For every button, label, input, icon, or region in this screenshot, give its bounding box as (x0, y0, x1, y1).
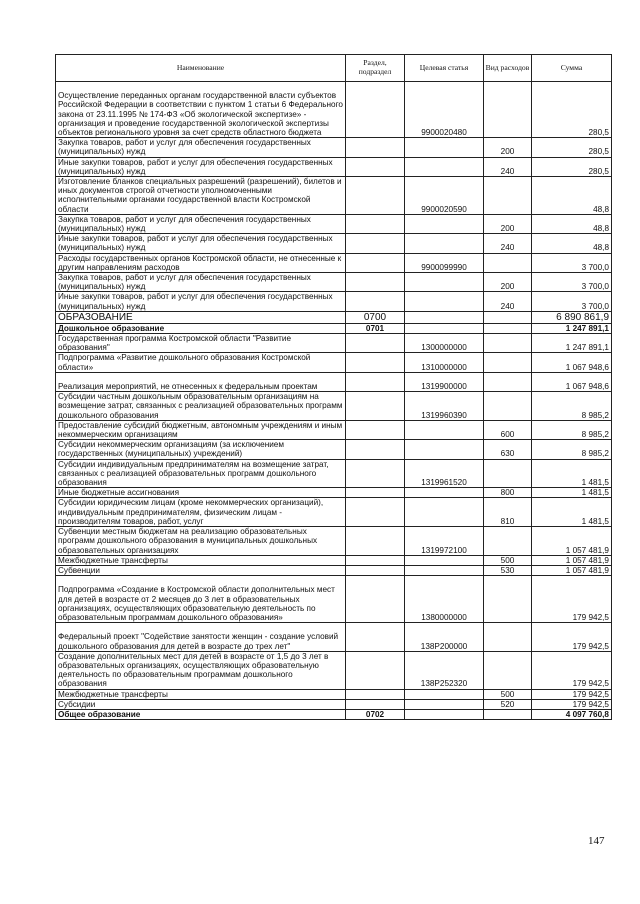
row-kind-cell (484, 311, 532, 323)
row-article-cell: 1319960390 (405, 392, 484, 421)
row-kind-cell (484, 82, 532, 138)
row-article-cell (405, 273, 484, 292)
row-name-cell: Федеральный проект "Содействие занятости женщин - создание условий дошкольного образования для детей в возрасте до трех лет" (56, 623, 346, 652)
table-row (56, 527, 612, 556)
row-section-cell: 0701 (346, 323, 405, 333)
row-article-cell: 138P252320 (405, 651, 484, 689)
table-row (56, 234, 612, 253)
row-sum-cell: 4 097 760,8 (532, 709, 612, 719)
row-name-cell: Субвенции местным бюджетам на реализацию образовательных программ дошкольного образования в муниципальных дошкольных образовательных организациях (56, 527, 346, 556)
row-kind-cell (484, 323, 532, 333)
row-section-cell: 0702 (346, 709, 405, 719)
table-row (56, 709, 612, 719)
table-row (56, 334, 612, 353)
row-kind-cell (484, 392, 532, 421)
table-row (56, 323, 612, 333)
table-row (56, 353, 612, 372)
row-sum-cell: 3 700,0 (532, 253, 612, 272)
row-sum-cell: 1 247 891,1 (532, 334, 612, 353)
row-sum-cell: 48,8 (532, 177, 612, 215)
row-section-cell (346, 273, 405, 292)
row-section-cell (346, 651, 405, 689)
row-article-cell (405, 138, 484, 157)
row-kind-cell (484, 372, 532, 391)
row-section-cell (346, 334, 405, 353)
table-row (56, 273, 612, 292)
row-name-cell: Реализация мероприятий, не отнесенных к федеральным проектам (56, 372, 346, 391)
row-section-cell (346, 420, 405, 439)
row-name-cell: Государственная программа Костромской области "Развитие образования" (56, 334, 346, 353)
table-row (56, 420, 612, 439)
row-name-cell: Субсидии юридическим лицам (кроме некоммерческих организаций), индивидуальным предпринимателям, физическим лицам - производителям товаров, работ, услуг (56, 498, 346, 527)
row-article-cell (405, 292, 484, 311)
row-section-cell (346, 214, 405, 233)
row-article-cell: 1380000000 (405, 576, 484, 623)
row-kind-cell (484, 527, 532, 556)
table-row (56, 440, 612, 459)
row-kind-cell: 530 (484, 565, 532, 575)
row-name-cell: Закупка товаров, работ и услуг для обеспечения государственных (муниципальных) нужд (56, 273, 346, 292)
header-sum: Сумма (532, 55, 612, 82)
header-section: Раздел, подраздел (346, 55, 405, 82)
header-name: Наименование (56, 55, 346, 82)
table-row (56, 699, 612, 709)
row-kind-cell (484, 353, 532, 372)
row-name-cell: Иные бюджетные ассигнования (56, 488, 346, 498)
row-section-cell (346, 699, 405, 709)
row-article-cell: 1319961520 (405, 459, 484, 488)
row-article-cell: 9900099990 (405, 253, 484, 272)
row-name-cell: Закупка товаров, работ и услуг для обеспечения государственных (муниципальных) нужд (56, 214, 346, 233)
row-name-cell: Иные закупки товаров, работ и услуг для обеспечения государственных (муниципальных) нужд (56, 292, 346, 311)
row-section-cell (346, 138, 405, 157)
page-number: 147 (588, 835, 605, 847)
row-sum-cell: 8 985,2 (532, 420, 612, 439)
row-name-cell: Дошкольное образование (56, 323, 346, 333)
row-kind-cell (484, 459, 532, 488)
table-row (56, 292, 612, 311)
row-name-cell: Межбюджетные трансферты (56, 689, 346, 699)
row-sum-cell: 280,5 (532, 157, 612, 176)
row-sum-cell: 1 057 481,9 (532, 527, 612, 556)
row-kind-cell: 520 (484, 699, 532, 709)
row-article-cell (405, 488, 484, 498)
row-sum-cell: 1 057 481,9 (532, 555, 612, 565)
table-row (56, 392, 612, 421)
row-kind-cell (484, 334, 532, 353)
row-sum-cell: 179 942,5 (532, 651, 612, 689)
row-sum-cell: 8 985,2 (532, 440, 612, 459)
row-name-cell: Иные закупки товаров, работ и услуг для обеспечения государственных (муниципальных) нужд (56, 157, 346, 176)
row-article-cell (405, 709, 484, 719)
row-article-cell (405, 689, 484, 699)
table-row (56, 214, 612, 233)
row-kind-cell (484, 576, 532, 623)
row-kind-cell: 630 (484, 440, 532, 459)
row-name-cell: Изготовление бланков специальных разрешений (разрешений), билетов и иных документов строгой отчетности уполномоченными исполнительными органами государственной власти Костромской области (56, 177, 346, 215)
row-article-cell: 1300000000 (405, 334, 484, 353)
row-sum-cell: 3 700,0 (532, 273, 612, 292)
row-name-cell: ОБРАЗОВАНИЕ (56, 311, 346, 323)
row-sum-cell: 48,8 (532, 214, 612, 233)
table-row (56, 253, 612, 272)
row-kind-cell (484, 623, 532, 652)
row-section-cell (346, 623, 405, 652)
table-row (56, 565, 612, 575)
row-sum-cell: 8 985,2 (532, 392, 612, 421)
row-name-cell: Общее образование (56, 709, 346, 719)
row-kind-cell: 200 (484, 273, 532, 292)
row-section-cell (346, 498, 405, 527)
table-row (56, 689, 612, 699)
row-section-cell (346, 234, 405, 253)
row-article-cell (405, 234, 484, 253)
row-section-cell: 0700 (346, 311, 405, 323)
row-sum-cell: 1 057 481,9 (532, 565, 612, 575)
row-sum-cell: 1 481,5 (532, 498, 612, 527)
row-kind-cell: 240 (484, 157, 532, 176)
budget-table (55, 54, 612, 720)
row-article-cell (405, 311, 484, 323)
row-sum-cell: 48,8 (532, 234, 612, 253)
row-article-cell: 138P200000 (405, 623, 484, 652)
row-article-cell: 1319972100 (405, 527, 484, 556)
row-name-cell: Субвенции (56, 565, 346, 575)
row-sum-cell: 1 481,5 (532, 459, 612, 488)
row-section-cell (346, 488, 405, 498)
row-name-cell: Субсидии частным дошкольным образовательным организациям на возмещение затрат, связанных с реализацией образовательных программ дошкольного образования (56, 392, 346, 421)
row-name-cell: Субсидии (56, 699, 346, 709)
table-row (56, 138, 612, 157)
table-row (56, 498, 612, 527)
table-row (56, 576, 612, 623)
row-name-cell: Осуществление переданных органам государственной власти субъектов Российской Федерации в соответствии с пунктом 1 статьи 6 Федерального закона от 23.11.1995 № 174-ФЗ «Об экологической экспертизе» - организация и проведение государственной экологической экспертизы объектов регионального уровня за счет средств областного бюджета (56, 82, 346, 138)
row-sum-cell: 179 942,5 (532, 623, 612, 652)
row-sum-cell: 6 890 861,9 (532, 311, 612, 323)
row-name-cell: Закупка товаров, работ и услуг для обеспечения государственных (муниципальных) нужд (56, 138, 346, 157)
table-row (56, 177, 612, 215)
row-sum-cell: 3 700,0 (532, 292, 612, 311)
row-sum-cell: 179 942,5 (532, 699, 612, 709)
row-sum-cell: 1 481,5 (532, 488, 612, 498)
row-name-cell: Иные закупки товаров, работ и услуг для обеспечения государственных (муниципальных) нужд (56, 234, 346, 253)
row-kind-cell: 500 (484, 555, 532, 565)
row-article-cell: 1319900000 (405, 372, 484, 391)
row-article-cell (405, 565, 484, 575)
table-body (56, 82, 612, 720)
row-section-cell (346, 372, 405, 391)
row-sum-cell: 1 067 948,6 (532, 353, 612, 372)
row-article-cell (405, 157, 484, 176)
row-kind-cell: 240 (484, 292, 532, 311)
row-article-cell (405, 214, 484, 233)
row-section-cell (346, 392, 405, 421)
row-article-cell (405, 440, 484, 459)
row-section-cell (346, 527, 405, 556)
row-section-cell (346, 253, 405, 272)
row-kind-cell: 200 (484, 138, 532, 157)
header-article: Целевая статья (405, 55, 484, 82)
table-row (56, 459, 612, 488)
row-kind-cell (484, 253, 532, 272)
row-sum-cell: 280,5 (532, 82, 612, 138)
table-header-row (56, 55, 612, 82)
row-section-cell (346, 459, 405, 488)
row-kind-cell (484, 651, 532, 689)
row-kind-cell: 800 (484, 488, 532, 498)
row-kind-cell: 500 (484, 689, 532, 699)
table-row (56, 157, 612, 176)
row-section-cell (346, 565, 405, 575)
row-article-cell: 9900020480 (405, 82, 484, 138)
row-name-cell: Предоставление субсидий бюджетным, автономным учреждениям и иным некоммерческим организациям (56, 420, 346, 439)
row-article-cell (405, 498, 484, 527)
row-sum-cell: 1 247 891,1 (532, 323, 612, 333)
row-kind-cell (484, 709, 532, 719)
table-row (56, 82, 612, 138)
table-row (56, 372, 612, 391)
row-name-cell: Межбюджетные трансферты (56, 555, 346, 565)
row-kind-cell: 240 (484, 234, 532, 253)
table-row (56, 555, 612, 565)
row-kind-cell (484, 177, 532, 215)
row-section-cell (346, 576, 405, 623)
row-name-cell: Субсидии индивидуальным предпринимателям на возмещение затрат, связанных с реализацией образовательных программ дошкольного образования (56, 459, 346, 488)
row-section-cell (346, 555, 405, 565)
row-section-cell (346, 292, 405, 311)
row-sum-cell: 1 067 948,6 (532, 372, 612, 391)
row-article-cell (405, 323, 484, 333)
table-row (56, 623, 612, 652)
row-sum-cell: 280,5 (532, 138, 612, 157)
table-row (56, 488, 612, 498)
row-kind-cell: 200 (484, 214, 532, 233)
row-section-cell (346, 689, 405, 699)
row-sum-cell: 179 942,5 (532, 576, 612, 623)
header-kind: Вид расходов (484, 55, 532, 82)
row-article-cell (405, 420, 484, 439)
row-name-cell: Подпрограмма «Развитие дошкольного образования Костромской области» (56, 353, 346, 372)
row-sum-cell: 179 942,5 (532, 689, 612, 699)
row-name-cell: Подпрограмма «Создание в Костромской области дополнительных мест для детей в возрасте от 2 месяцев до 3 лет в образовательных организациях, осуществляющих образовательную деятельность по образовательным программам дошкольного образования» (56, 576, 346, 623)
row-section-cell (346, 440, 405, 459)
table-row (56, 311, 612, 323)
row-article-cell (405, 699, 484, 709)
row-kind-cell: 600 (484, 420, 532, 439)
row-name-cell: Расходы государственных органов Костромской области, не отнесенные к другим направлениям расходов (56, 253, 346, 272)
row-section-cell (346, 157, 405, 176)
row-section-cell (346, 82, 405, 138)
row-section-cell (346, 353, 405, 372)
row-name-cell: Субсидии некоммерческим организациям (за исключением государственных (муниципальных) учреждений) (56, 440, 346, 459)
row-article-cell: 9900020590 (405, 177, 484, 215)
row-kind-cell: 810 (484, 498, 532, 527)
row-section-cell (346, 177, 405, 215)
table-row (56, 651, 612, 689)
row-article-cell (405, 555, 484, 565)
row-article-cell: 1310000000 (405, 353, 484, 372)
row-name-cell: Создание дополнительных мест для детей в возрасте от 1,5 до 3 лет в образовательных организациях, осуществляющих образовательную деятельность по образовательным программам дошкольного образования (56, 651, 346, 689)
